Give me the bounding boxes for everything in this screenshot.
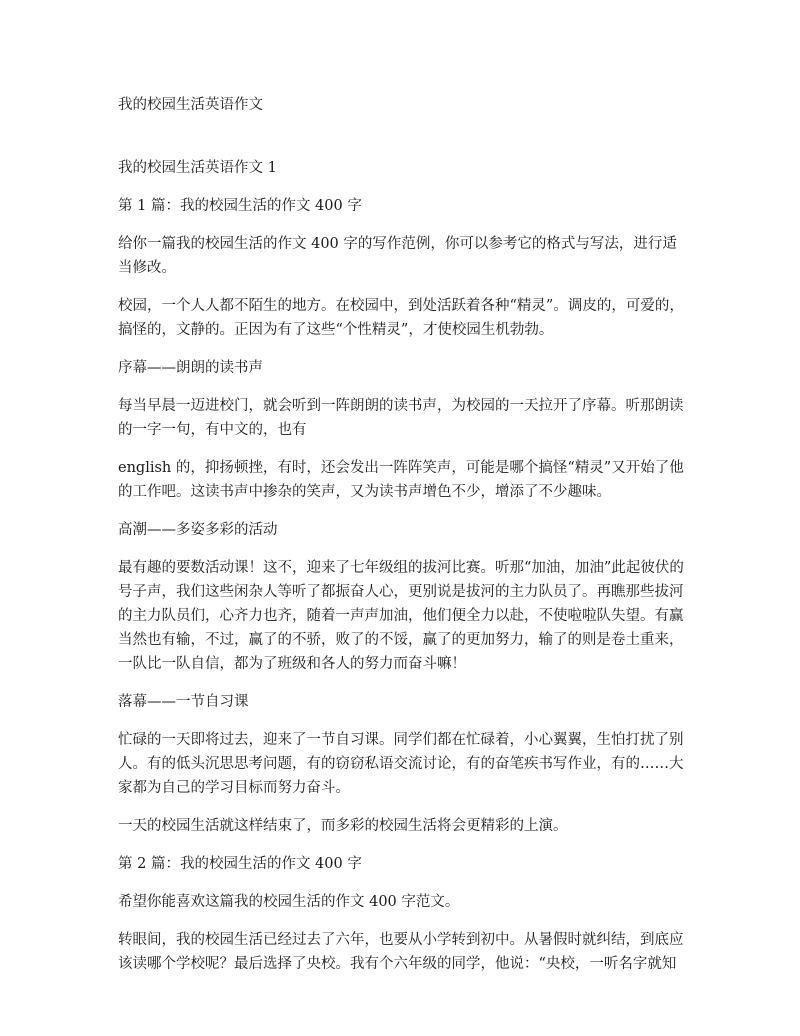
paragraph-reading-sound: 每当早晨一迈进校门，就会听到一阵朗朗的读书声，为校园的一天拉开了序幕。听那朗读的一字一句，有中文的，也有 [118, 398, 684, 438]
paragraph-transition: 转眼间，我的校园生活已经过去了六年，也要从小学转到初中。从暑假时就纠结，到底应该读哪个学校呢？最后选择了央校。我有个六年级的同学，他说：“央校，一听名字就知 [118, 932, 684, 972]
heading-gaochao: 高潮——多姿多彩的活动 [118, 522, 278, 538]
paragraph-english: english 的，抑扬顿挫，有时，还会发出一阵阵笑声，可能是哪个搞怪“精灵”又开始了他的工作吧。这读书声中掺杂的笑声，又为读书声增色不少，增添了不少趣味。 [118, 460, 684, 500]
paragraph-self-study: 忙碌的一天即将过去，迎来了一节自习课。同学们都在忙碌着，小心翼翼，生怕打扰了别人。有的低头沉思思考问题，有的窃窃私语交流讨论，有的奋笔疾书写作业，有的……大家都为自己的学习目标而努力奋斗。 [118, 732, 684, 796]
document-title: 我的校园生活英语作文 [118, 97, 263, 113]
document-subtitle: 我的校园生活英语作文 1 [118, 160, 277, 176]
paragraph-intro: 给你一篇我的校园生活的作文 400 字的写作范例，你可以参考它的格式与写法，进行适当修改。 [118, 236, 677, 276]
section-heading-1: 第 1 篇：我的校园生活的作文 400 字 [118, 198, 362, 214]
paragraph-hope: 希望你能喜欢这篇我的校园生活的作文 400 字范文。 [118, 894, 460, 910]
paragraph-day-end: 一天的校园生活就这样结束了，而多彩的校园生活将会更精彩的上演。 [118, 818, 568, 834]
section-heading-2: 第 2 篇：我的校园生活的作文 400 字 [118, 856, 362, 872]
heading-xumu: 序幕——朗朗的读书声 [118, 360, 263, 376]
paragraph-activities: 最有趣的要数活动课！这不，迎来了七年级组的拔河比赛。听那“加油，加油”此起彼伏的号子声，我们这些闲杂人等听了都振奋人心，更别说是拔河的主力队员了。再瞧那些拔河的主力队员们，心齐力也齐，随着一声声加油，他们便全力以赴，不使啦啦队失望。有赢当然也有输，不过，赢了的不骄，败了的不馁，赢了的更加努力，输了的则是卷土重来，一队比一队自信，都为了班级和各人的努力而奋斗嘛！ [118, 560, 684, 672]
heading-luomu: 落幕——一节自习课 [118, 694, 249, 710]
document-page [118, 93, 688, 987]
paragraph-campus: 校园，一个人人都不陌生的地方。在校园中，到处活跃着各种“精灵”。调皮的，可爱的，搞怪的，文静的。正因为有了这些“个性精灵”，才使校园生机勃勃。 [118, 298, 684, 338]
